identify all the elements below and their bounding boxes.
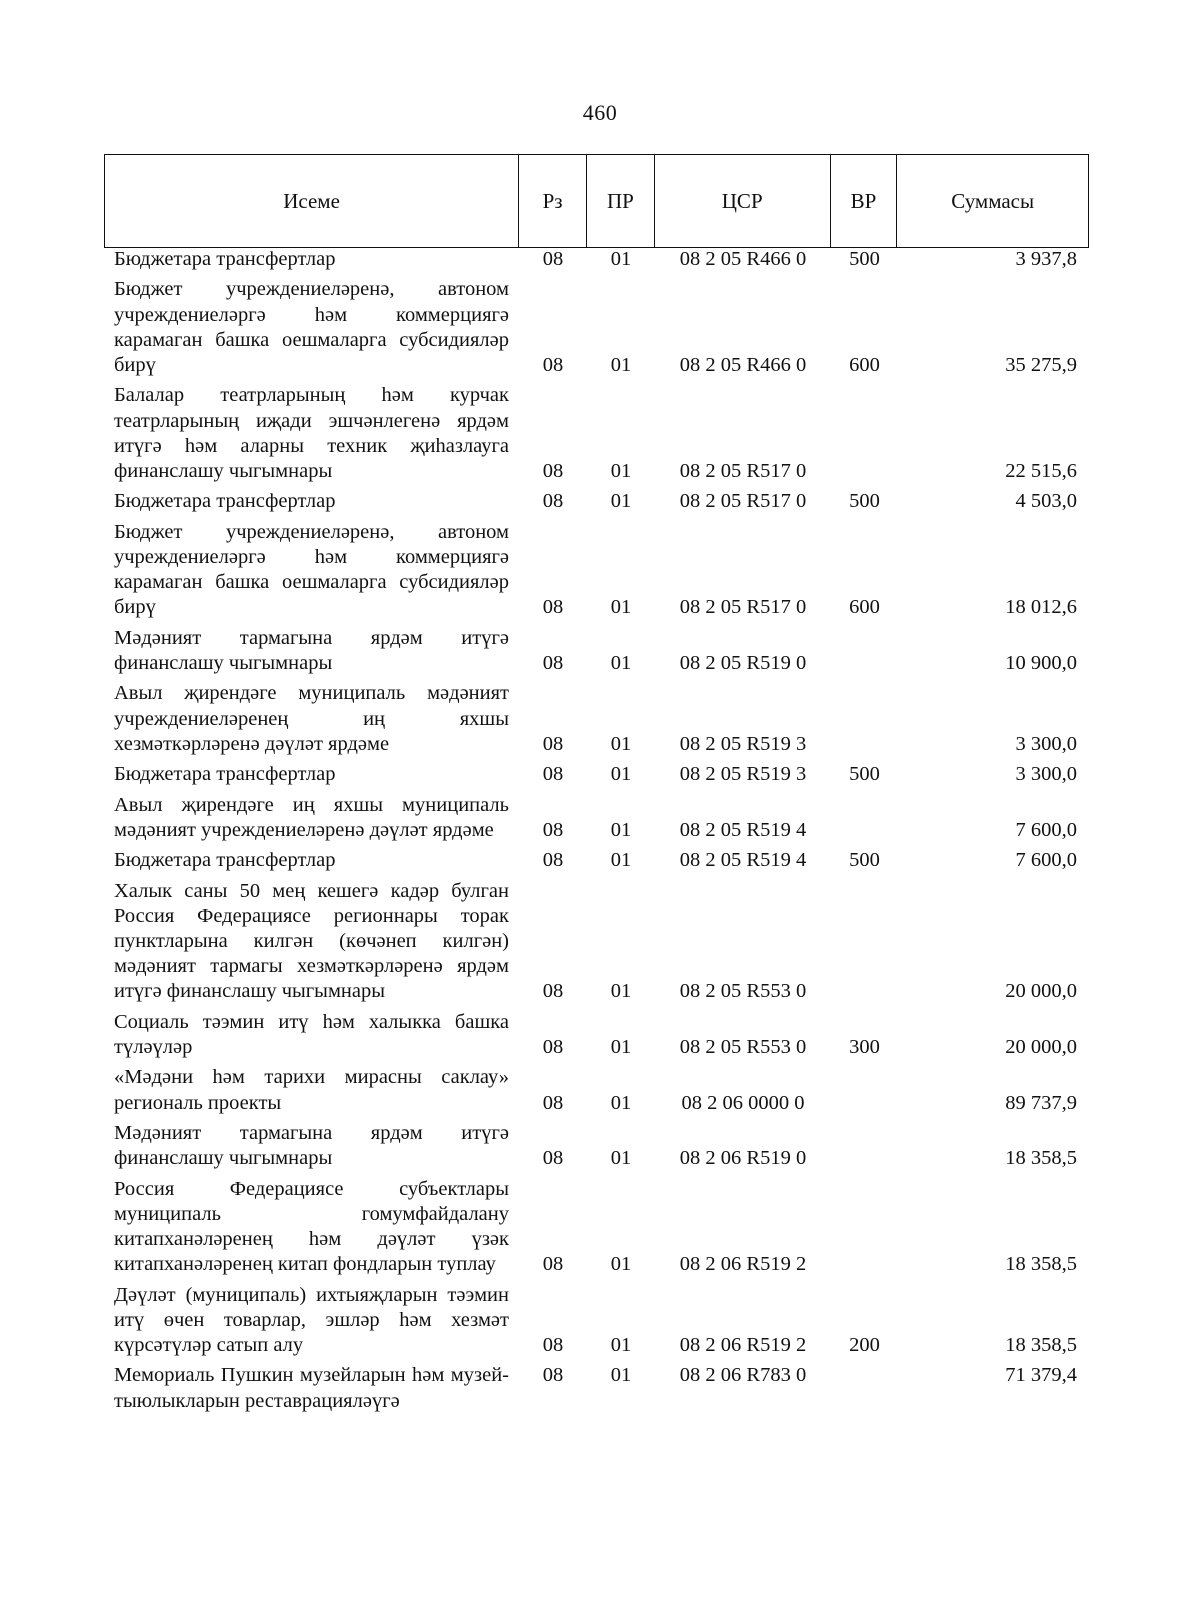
cell-sum: 7 600,0 [1015,849,1077,872]
cell-csr: 08 2 05 R517 0 [679,460,807,482]
cell-pr: 01 [610,1333,632,1356]
cell-vr: 500 [849,849,880,872]
cell-pr: 01 [610,1091,632,1114]
cell-csr: 08 2 06 R519 0 [679,1147,807,1170]
cell-vr: 500 [849,490,880,513]
cell-pr: 01 [610,849,632,872]
cell-sum: 35 275,9 [1005,354,1077,376]
cell-sum: 7 600,0 [1015,818,1077,841]
cell-vr: 600 [849,354,880,376]
cell-sum: 10 900,0 [1005,651,1077,674]
cell-name: Социаль тәэмин итү һәм халыкка башка түләүләр [114,1010,509,1058]
cell-rz: 08 [542,980,564,1003]
cell-pr: 01 [610,1147,632,1170]
header-rz: Рз [519,155,587,247]
cell-rz: 08 [542,354,564,376]
cell-vr: 500 [849,248,880,270]
cell-name: Авыл җирендәге муниципаль мәдәният учреждениеләренең иң яхшы хезмәткәрләренә дәүләт ярдәме [114,682,509,755]
cell-name: Халык саны 50 мең кешегә кадәр булган Россия Федерациясе регионнары торак пунктларына килгән (көчәнеп килгән) мәдәният тармагы хезмәткәрләренә ярдәм итүгә финанслашу чыгымнары [114,879,509,1003]
cell-pr: 01 [610,763,632,786]
cell-name: Бюджетара трансфертлар [114,849,336,872]
cell-pr: 01 [610,1035,632,1058]
cell-rz: 08 [542,1035,564,1058]
table-row [104,1363,1089,1419]
table-body [104,247,1089,1419]
table-row [104,793,1089,849]
cell-sum: 3 300,0 [1015,763,1077,786]
cell-name: Бюджет учреждениеләренә, автоном учреждениеләргә һәм коммерциягә карамаган башка оешмаларга субсидияләр бирү [114,278,509,376]
cell-pr: 01 [610,1253,632,1276]
cell-sum: 89 737,9 [1005,1091,1077,1114]
header-csr: ЦСР [655,155,831,247]
cell-name: Балалар театрларының һәм курчак театрларының иҗади эшчәнлегенә ярдәм итүгә һәм аларны техник җиһазлауга финанслашу чыгымнары [114,384,509,482]
table-row [104,1283,1089,1364]
cell-rz: 08 [542,763,564,786]
cell-sum: 18 358,5 [1005,1253,1077,1276]
table-row [104,848,1089,878]
cell-rz: 08 [542,1253,564,1276]
table-row [104,879,1089,1010]
cell-name: Мәдәният тармагына ярдәм итүгә финанслашу чыгымнары [114,626,509,674]
table-header [104,154,1089,248]
cell-pr: 01 [610,1364,632,1387]
cell-rz: 08 [542,651,564,674]
cell-name: Бюджетара трансфертлар [114,763,336,786]
cell-rz: 08 [542,248,564,270]
table-row [104,277,1089,383]
cell-csr: 08 2 06 0000 0 [681,1091,805,1114]
cell-name: Мемориаль Пушкин музейларын һәм музей-тыюлыкларын реставрацияләүгә [114,1364,509,1412]
cell-csr: 08 2 05 R553 0 [679,980,807,1003]
header-name: Исеме [105,155,519,247]
cell-csr: 08 2 05 R519 4 [679,818,807,841]
cell-pr: 01 [610,651,632,674]
cell-sum: 20 000,0 [1005,980,1077,1003]
header-vr: ВР [831,155,898,247]
cell-pr: 01 [610,248,632,270]
cell-name: Дәүләт (муниципаль) ихтыяҗларын тәэмин итү өчен товарлар, эшләр һәм хезмәт күрсәтүләр сатып алу [114,1283,509,1356]
cell-rz: 08 [542,732,564,755]
cell-rz: 08 [542,596,564,619]
table-row [104,1177,1089,1283]
cell-sum: 18 358,5 [1005,1333,1077,1356]
table-row [104,681,1089,762]
cell-sum: 18 012,6 [1005,596,1077,619]
cell-vr: 600 [849,596,880,619]
table-row [104,383,1089,489]
table-row [104,247,1089,277]
cell-csr: 08 2 05 R519 4 [679,849,807,872]
cell-csr: 08 2 05 R517 0 [679,596,807,619]
table-row [104,520,1089,626]
cell-rz: 08 [542,1364,564,1387]
cell-rz: 08 [542,818,564,841]
header-pr: ПР [587,155,655,247]
cell-pr: 01 [610,980,632,1003]
cell-pr: 01 [610,596,632,619]
cell-pr: 01 [610,490,632,513]
cell-sum: 3 300,0 [1015,732,1077,755]
cell-rz: 08 [542,490,564,513]
cell-sum: 4 503,0 [1015,490,1077,513]
table-row [104,1121,1089,1177]
table-row [104,762,1089,792]
cell-rz: 08 [542,849,564,872]
cell-pr: 01 [610,354,632,376]
cell-rz: 08 [542,1333,564,1356]
cell-sum: 3 937,8 [1015,248,1077,270]
cell-name: «Мәдәни һәм тарихи мирасны саклау» региональ проекты [114,1066,509,1114]
cell-sum: 71 379,4 [1005,1364,1077,1387]
cell-sum: 22 515,6 [1005,460,1077,482]
cell-rz: 08 [542,460,564,482]
cell-csr: 08 2 06 R783 0 [679,1364,807,1387]
cell-csr: 08 2 05 R466 0 [679,354,807,376]
table-row [104,626,1089,682]
cell-vr: 300 [849,1035,880,1058]
cell-name: Авыл җирендәге иң яхшы муниципаль мәдәният учреждениеләренә дәүләт ярдәме [114,793,509,841]
page-number: 460 [582,100,618,125]
cell-sum: 20 000,0 [1005,1035,1077,1058]
cell-name: Бюджетара трансфертлар [114,490,336,513]
cell-name: Бюджет учреждениеләренә, автоном учреждениеләргә һәм коммерциягә карамаган башка оешмаларга субсидияләр бирү [114,520,509,619]
table-row [104,1065,1089,1121]
cell-vr: 200 [849,1333,880,1356]
cell-csr: 08 2 05 R466 0 [679,248,807,270]
cell-sum: 18 358,5 [1005,1147,1077,1170]
cell-csr: 08 2 05 R519 0 [679,651,807,674]
cell-csr: 08 2 05 R517 0 [679,490,807,513]
cell-csr: 08 2 05 R553 0 [679,1035,807,1058]
table-row [104,1010,1089,1066]
cell-rz: 08 [542,1091,564,1114]
cell-csr: 08 2 05 R519 3 [679,763,807,786]
cell-name: Бюджетара трансфертлар [114,248,336,270]
cell-name: Россия Федерациясе субъектлары муниципаль гомумфайдалану китапханәләренең һәм дәүләт үзәк китапханәләренең китап фондларын туплау [114,1177,509,1276]
table-row [104,489,1089,519]
cell-csr: 08 2 05 R519 3 [679,732,807,755]
cell-pr: 01 [610,460,632,482]
cell-name: Мәдәният тармагына ярдәм итүгә финанслашу чыгымнары [114,1121,509,1170]
cell-pr: 01 [610,732,632,755]
cell-csr: 08 2 06 R519 2 [679,1253,807,1276]
cell-rz: 08 [542,1147,564,1170]
cell-csr: 08 2 06 R519 2 [679,1333,807,1356]
cell-pr: 01 [610,818,632,841]
cell-vr: 500 [849,763,880,786]
header-sum: Суммасы [951,188,1035,213]
